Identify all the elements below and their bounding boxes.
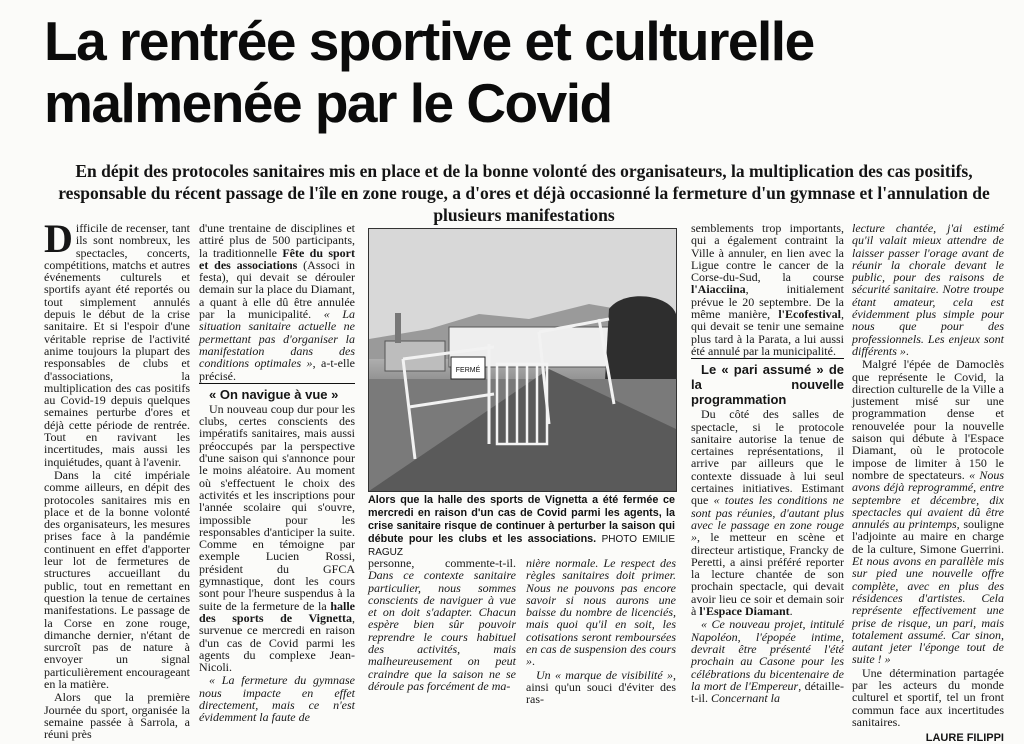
text: , survenue ce mercredi en raison d'un cas de Covid parmi les agents du complexe Jean-Nicoli. (199, 610, 355, 675)
author-byline: LAURE FILIPPI (925, 732, 1004, 744)
quote-paragraph: « La fermeture du gymnase nous impacte en effet directement, mais ce n'est évidemment la faute de (199, 673, 355, 725)
subheading: « On navigue à vue » (199, 383, 355, 402)
text: semblements trop importants, qui a également contraint la Ville à annuler, en lien avec la Ligue contre le cancer de la Corse-du-Sud, la course (691, 221, 844, 285)
paragraph: Une détermination partagée par les acteurs du monde culturel et sportif, tel un front commun face aux incertitudes sanitaires. (852, 665, 1004, 729)
quote: Concernant la (711, 691, 780, 706)
lead-paragraph: En dépit des protocoles sanitaires mis en place et de la bonne volonté des organisateurs, la multiplication des cas positifs, responsable du récent passage de l'île en zone rouge, a d'ores et déjà occasionné la fermeture d'un gymnase et l'annulation de plusieurs manifestations (58, 161, 990, 225)
text: , ainsi qu'un souci d'éviter des ras- (526, 667, 676, 707)
quote: lecture chantée, j'ai estimé qu'il valait mieux attendre de laisser passer l'orage avant de réunir la chorale devant le public, pour des raisons de sécurité sanitaire. Notre troupe étant amateur, cela est évidemment plus simple pour nous que pour des professionnels. Les enjeux sont différents » (852, 221, 1004, 358)
sign-text: FERMÉ (455, 367, 481, 374)
text: (Associ in festa), qui devait se dérouler demain sur la place du Diamant, a quant à elle dû être annulée par la municipalité. (199, 257, 356, 322)
paragraph: Alors que la première Journée du sport, organisée la semaine passée à Sarrola, a réuni près (44, 690, 190, 742)
event-name: Fête du sport et des associations (199, 245, 355, 272)
caption-text: Alors que la halle des sports de Vignetta a été fermée ce mercredi en raison d'un cas de Covid parmi les agents, la crise sanitaire risque de continuer à perturber la saison qui débute pour les clubs et les associations. (368, 494, 675, 545)
drop-cap: D (44, 216, 73, 261)
paragraph (44, 216, 190, 469)
text: Du côté des salles de spectacle, si le protocole sanitaire autorise la tenue de certaines représentations, il arrive par ailleurs que le contexte dissuade à lui seul certaines initiatives. Estimant que (691, 407, 844, 508)
article-column-5 (852, 221, 1004, 744)
paragraph (526, 669, 676, 706)
article-column-4 (691, 221, 845, 706)
venue-name: l'Espace Diamant (699, 604, 790, 619)
paragraph (852, 222, 1004, 357)
headline: La rentrée sportive et culturelle malmenée par le Covid (44, 10, 814, 134)
subheading: Le « pari assumé » de la nouvelle programmation (691, 358, 844, 407)
quote: Un « marque de visibilité » (536, 667, 673, 682)
paragraph (199, 403, 355, 674)
quote: Dans ce contexte sanitaire particulier, nous sommes conscients de naviguer à vue et on doit s'adapter. Chacun espère bien sûr pouvoir reprendre le cours habituel des activités, mais malheureusement on peut craindre que la saison ne se déroule pas forcément de ma- (368, 568, 516, 693)
quote: « La situation sanitaire actuelle ne permettant pas d'organiser la manifestation dans des conditions optimales » (199, 307, 355, 371)
text: personne, commente-t-il. (368, 556, 516, 570)
text: , le metteur en scène et directeur artistique, Francky de Peretti, a ainsi préféré reporter la lecture chantée de son prochain spectacle, qui devait avoir lieu ce soir et demain soir à (691, 530, 844, 619)
text: Un nouveau coup dur pour les clubs, certes conscients des impératifs sanitaires, mais aussi préoccupés par la perspective d'une saison qui s'annonce pour le moins aléatoire. Au moment où s'effectuent le choix des activités et les inscriptions pour l'année scolaire qui s'ouvre, impossible pour les responsables d'anticiper la suite. Comme en témoigne par exemple Lucien Rossi, président du GFCA gymnastique, dont les cours sont pour l'heure suspendus à la suite de la fermeture de la (199, 401, 355, 613)
text: , détaille-t-il. (691, 678, 844, 706)
paragraph: Dans la cité impériale comme ailleurs, en dépit des protocoles sanitaires mis en place et de la bonne volonté des organisateurs, les mesures prises face à la pandémie continuent en effet d'apporter leur lot de fermetures de structures accueillant du public, tout en remettant en question la tenue de certaines manifestations. Le passage de la Corse en zone rouge, dimanche dernier, n'étant de surcroît pas de nature à envoyer un signal particulièrement encourageant en la matière. (44, 467, 190, 691)
text: , qui devait se tenir une semaine plus tard à la Parata, a lui aussi été annulé par la municipalité. (691, 307, 844, 358)
text: d'une trentaine de disciplines et attiré plus de 500 participants, la traditionnelle (199, 221, 355, 260)
text: . (789, 604, 793, 619)
paragraph (691, 408, 844, 617)
photo-scene (369, 229, 676, 491)
quote-paragraph (526, 557, 676, 668)
article-column-1 (44, 216, 190, 742)
text: souligne l'adjointe au maire en charge de la culture, Simone Guerrini. (852, 517, 1004, 556)
text: . (905, 343, 909, 358)
paragraph (852, 358, 1004, 665)
event-name: l'Ecofestival (778, 307, 841, 322)
closed-sign (451, 357, 485, 379)
quote: « Ce nouveau projet, intitulé Napoléon, l'épopée intime, devrait être présenté l'été prochain au Casone pour les célébrations du bicentenaire de la mort de l'Empereur (691, 617, 844, 693)
venue-name: halle des sports de Vignetta (199, 598, 355, 625)
text: , a-t-elle précisé. (199, 356, 355, 383)
paragraph (199, 222, 355, 382)
paragraph-text: ifficile de recenser, tant ils sont nombreux, les spectacles, concerts, compétitions, matchs et autres événements culturels et sportifs ayant été reportés ou tout simplement annulés depuis le début de la crise sanitaire. Et si l'espoir d'une véritable reprise de l'activité anime toujours la plupart des responsables de clubs et d'associations, la multiplication des cas positifs au Covid-19 depuis quelques semaines perturbe d'ores et déjà cette période de rentrée. Tout en ravivant les incertitudes, mais aussi les inquiétudes, quant à l'avenir. (44, 221, 190, 469)
article-column-3a (368, 556, 516, 693)
text: Malgré l'épée de Damoclès que représente le Covid, la direction culturelle de la Ville a justement misé sur une programmation dense et renouvelée pour la nouvelle saison qui débute à l'Espace Diamant, où le protocole impose de limiter à 150 le nombre de spectateurs. (852, 357, 1004, 482)
text: . (532, 654, 535, 669)
paragraph (368, 557, 516, 692)
text: nière normale. Le respect des règles sanitaires doit primer. Nous ne pouvons pas encore savoir si nous aurons une baisse du nombre de licenciés, mais quoi qu'il en soit, les cotisations seront remboursées en cas de suspension des cours » (526, 556, 676, 669)
quote: « Nous avons déjà reprogrammé, entre septembre et décembre, dix spectacles qui avaient dû être annulés au printemps, (852, 467, 1004, 532)
photo-caption (368, 494, 675, 559)
event-name: l'Aiacciina (691, 282, 746, 297)
quote: Et nous avons en parallèle mis sur pied une nouvelle offre complète, avec en plus des résidences d'artistes. Cela représente effectivement une prise de risque, un pari, mais totalement assumé. Car sinon, autant jeter l'éponge tout de suite ! » (852, 554, 1004, 667)
text: , initialement prévue le 20 septembre. De la même manière, (691, 282, 844, 322)
article-column-2 (199, 221, 356, 725)
quote: « toutes les conditions ne sont pas réunies, d'autant plus avec le passage en zone rouge » (691, 493, 845, 545)
article-column-3b (526, 556, 676, 707)
article-photo (368, 228, 677, 492)
paragraph (691, 618, 844, 704)
paragraph (691, 222, 844, 357)
photo-credit: PHOTO EMILIE RAGUZ (368, 534, 675, 558)
